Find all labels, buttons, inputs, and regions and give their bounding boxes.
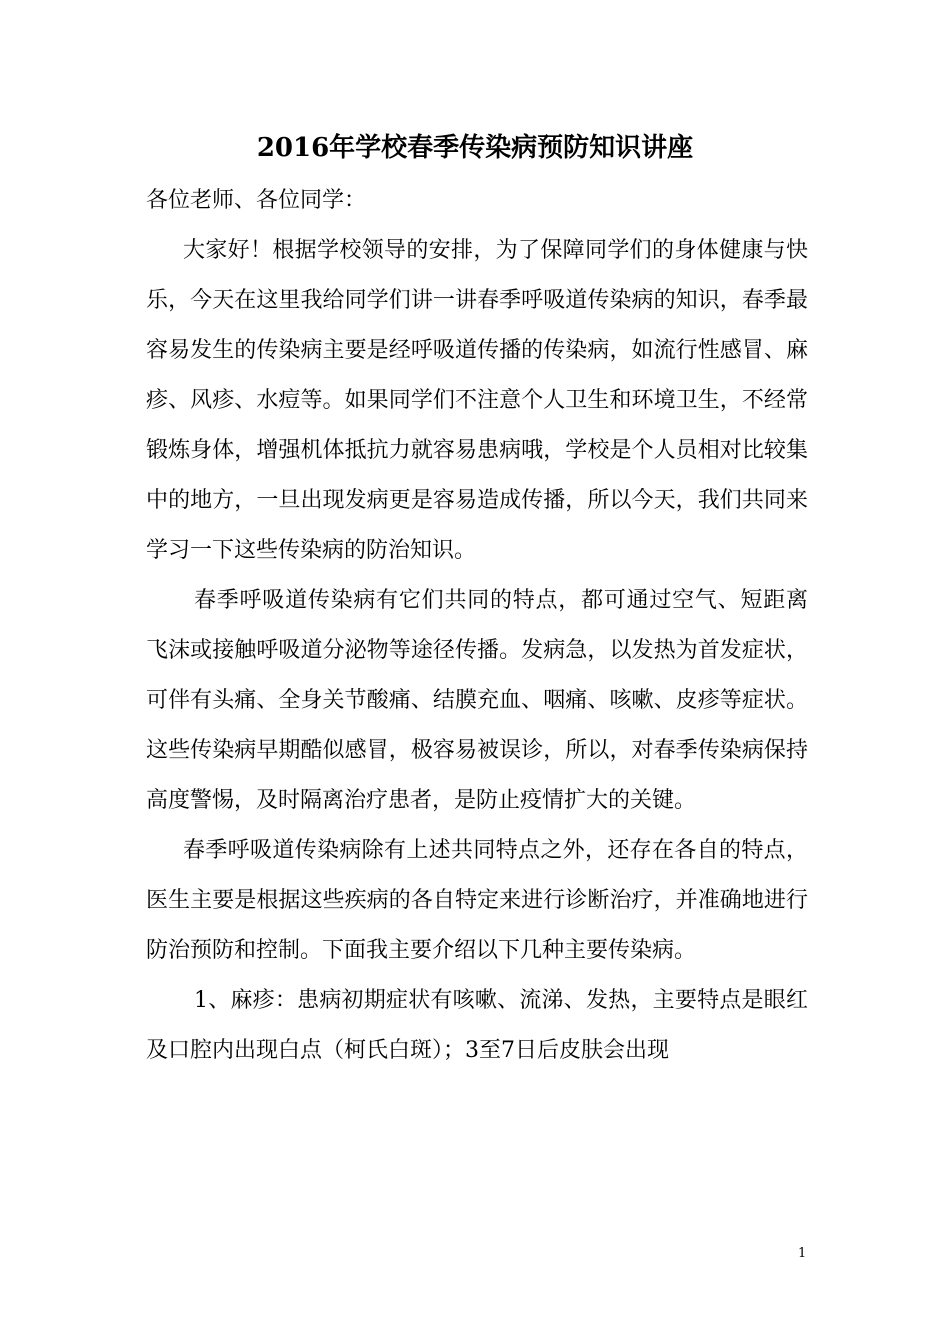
document-title: 2016年学校春季传染病预防知识讲座 bbox=[256, 133, 694, 163]
paragraph-individual-features: 春季呼吸道传染病除有上述共同特点之外，还存在各自的特点，医生主要是根据这些疾病的各自特定来进行诊断治疗，并准确地进行防治预防和控制。下面我主要介绍以下几种主要传染病。 bbox=[146, 838, 808, 963]
paragraph-common-features: 春季呼吸道传染病有它们共同的特点，都可通过空气、短距离飞沫或接触呼吸道分泌物等途径传播。发病急，以发热为首发症状，可伴有头痛、全身关节酸痛、结膜充血、咽痛、咳嗽、皮疹等症状。这些传染病早期酷似感冒，极容易被误诊，所以，对春季传染病保持高度警惕，及时隔离治疗患者，是防止疫情扩大的关键。 bbox=[146, 588, 808, 813]
page-number: 1 bbox=[798, 1246, 807, 1261]
document-body bbox=[146, 176, 808, 1076]
paragraph-measles: 1、麻疹：患病初期症状有咳嗽、流涕、发热，主要特点是眼红及口腔内出现白点（柯氏白斑）；3至7日后皮肤会出现 bbox=[146, 988, 808, 1063]
paragraph-intro: 大家好！根据学校领导的安排，为了保障同学们的身体健康与快乐，今天在这里我给同学们讲一讲春季呼吸道传染病的知识，春季最容易发生的传染病主要是经呼吸道传播的传染病，如流行性感冒、麻疹、风疹、水痘等。如果同学们不注意个人卫生和环境卫生，不经常锻炼身体，增强机体抵抗力就容易患病哦，学校是个人员相对比较集中的地方，一旦出现发病更是容易造成传播，所以今天，我们共同来学习一下这些传染病的防治知识。 bbox=[146, 238, 808, 563]
greeting-line: 各位老师、各位同学： bbox=[146, 188, 367, 213]
